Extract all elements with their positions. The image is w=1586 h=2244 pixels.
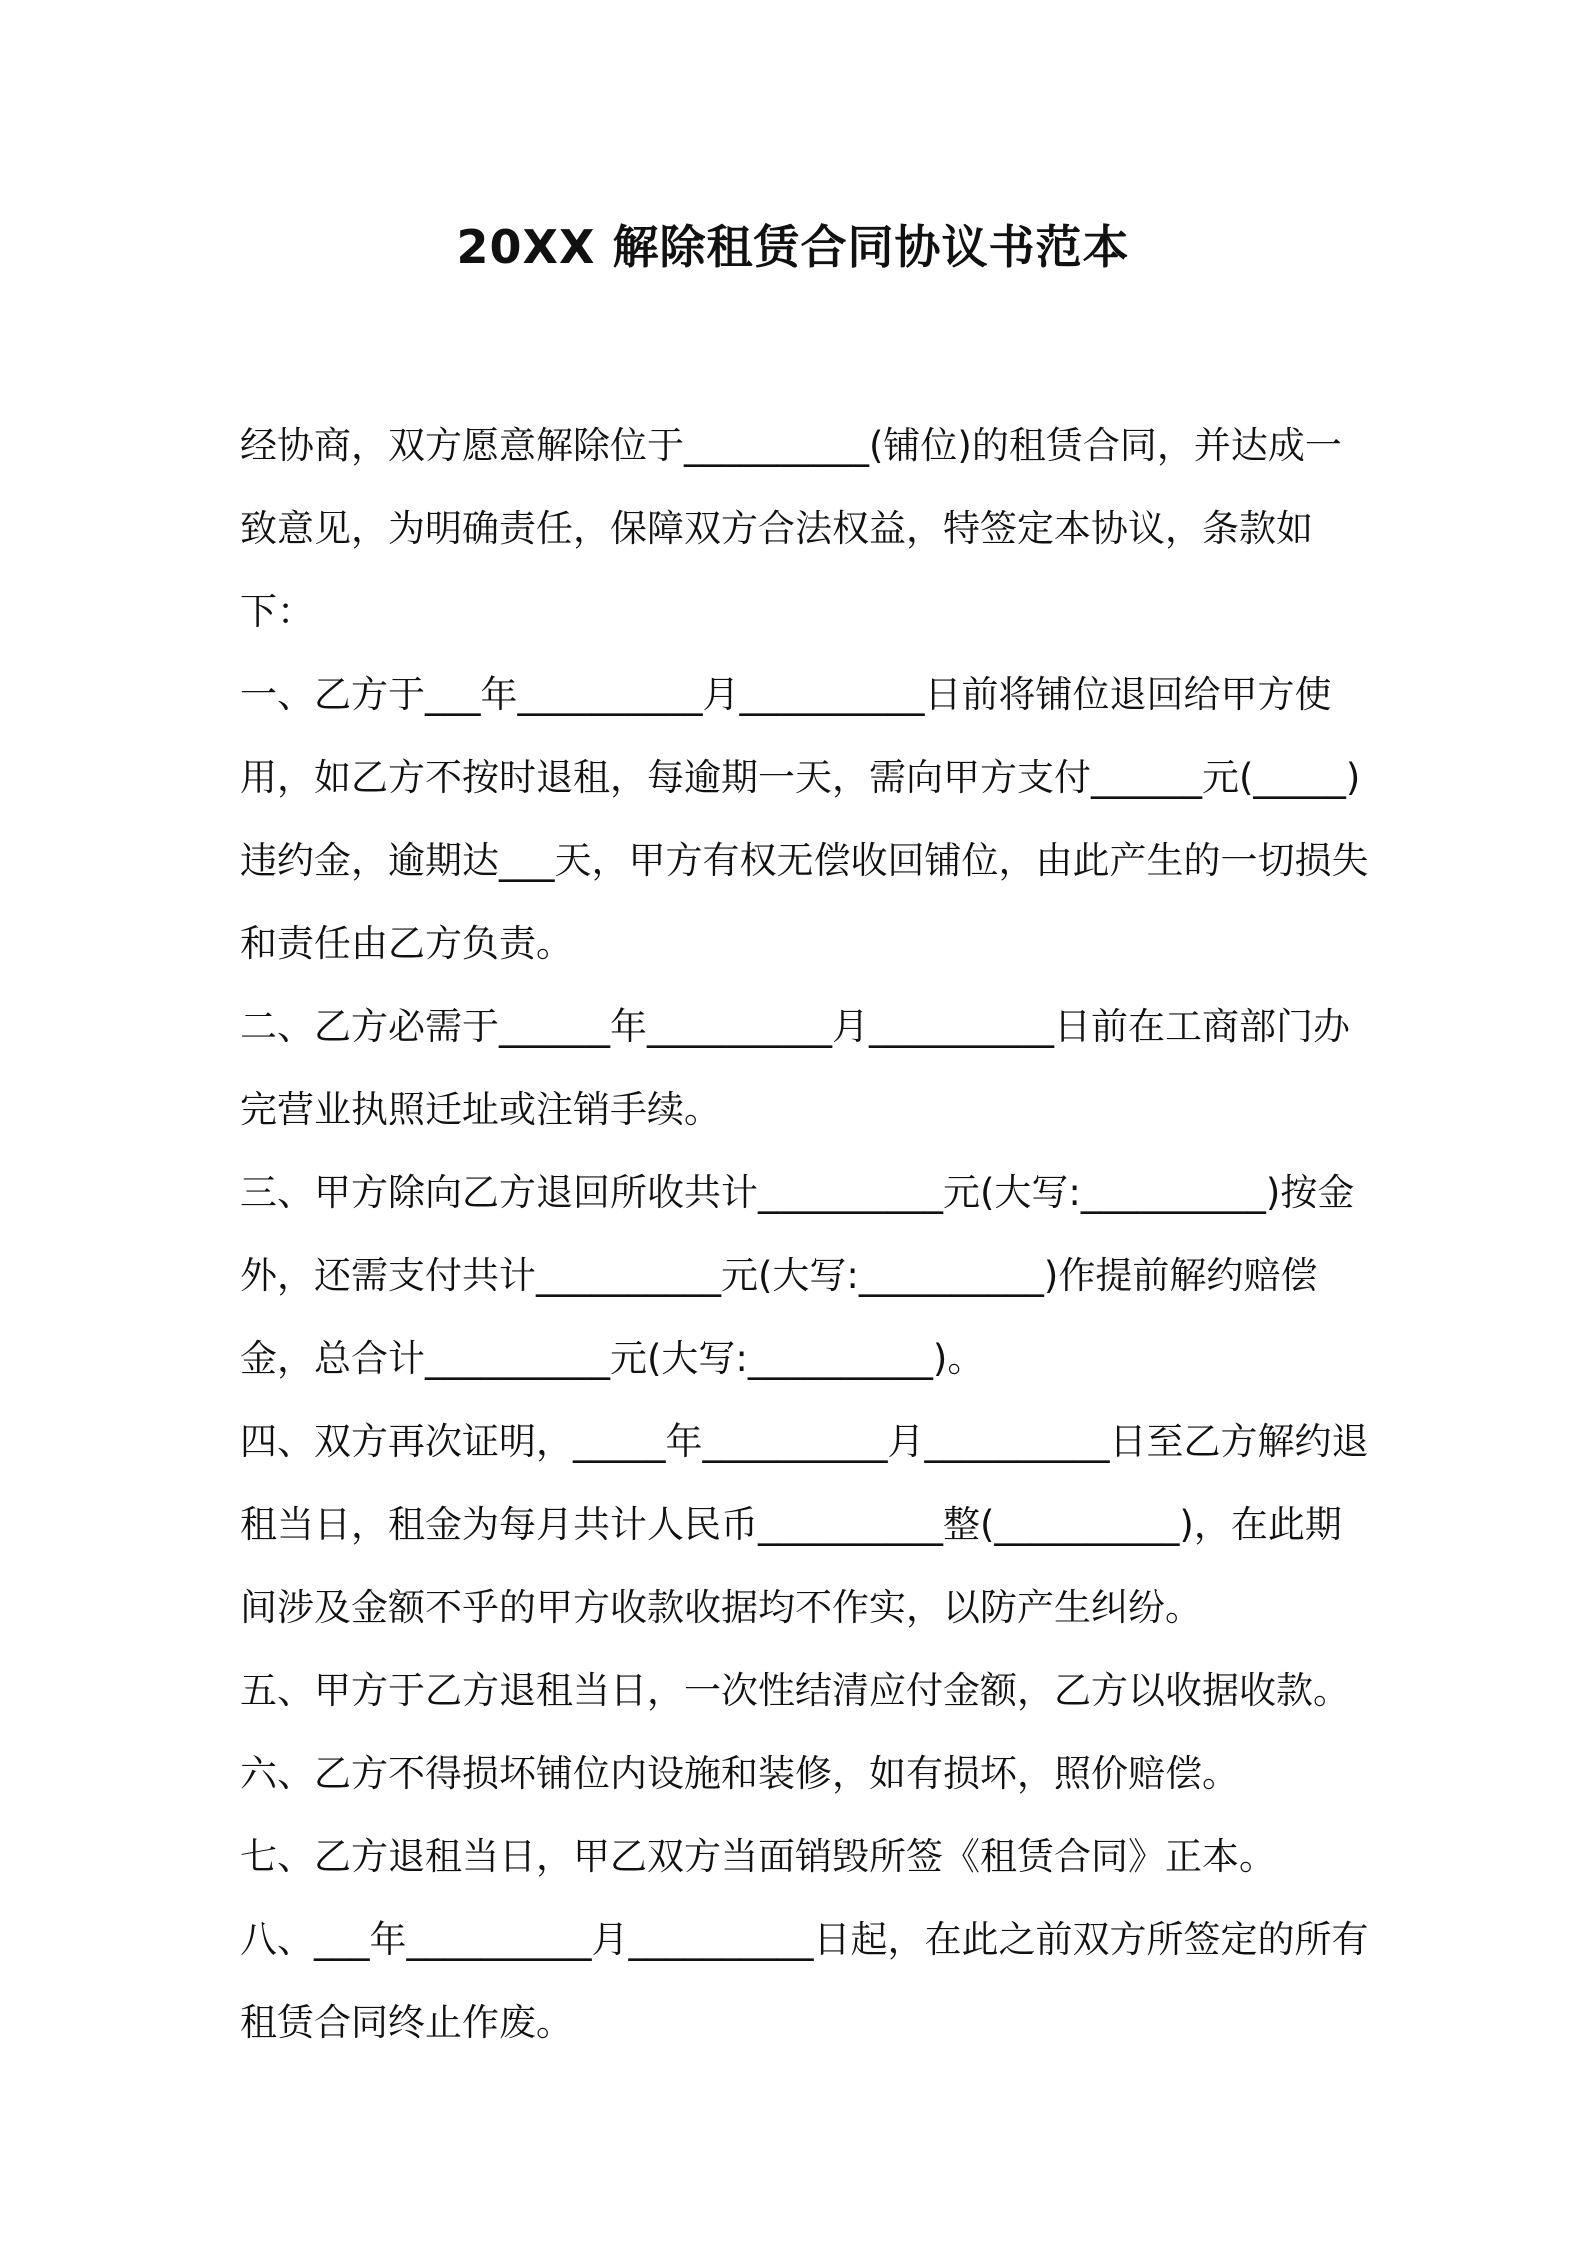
clause-3: 三、甲方除向乙方退回所收共计__________元(大写:__________)按金外，还需支付共计__________元(大写:__________)作提前解约赔偿金，总合计__________元(大写:__________)。 — [240, 1171, 1355, 1380]
clause-5: 五、甲方于乙方退租当日，一次性结清应付金额，乙方以收据收款。 — [240, 1669, 1350, 1712]
clause-6: 六、乙方不得损坏铺位内设施和装修，如有损坏，照价赔偿。 — [240, 1752, 1239, 1795]
clause-1: 一、乙方于___年__________月__________日前将铺位退回给甲方使用，如乙方不按时退租，每逾期一天，需向甲方支付______元(_____)违约金，逾期达___天，甲方有权无偿收回铺位，由此产生的一切损失和责任由乙方负责。 — [240, 673, 1369, 965]
clause-2: 二、乙方必需于______年__________月__________日前在工商部门办完营业执照迁址或注销手续。 — [240, 1005, 1350, 1131]
clause-8: 八、___年__________月__________日起，在此之前双方所签定的所有租赁合同终止作废。 — [240, 1918, 1369, 2044]
document-title: 20XX 解除租赁合同协议书范本 — [456, 220, 1130, 274]
clause-4: 四、双方再次证明，_____年__________月__________日至乙方解约退租当日，租金为每月共计人民币__________整(__________)，在此期间涉及金额不乎的甲方收款收据均不作实，以防产生纠纷。 — [240, 1420, 1369, 1629]
clause-7: 七、乙方退租当日，甲乙双方当面销毁所签《租赁合同》正本。 — [240, 1835, 1276, 1878]
intro-paragraph: 经协商，双方愿意解除位于__________(铺位)的租赁合同，并达成一致意见，为明确责任，保障双方合法权益，特签定本协议，条款如下： — [240, 424, 1342, 633]
document-body — [240, 404, 1370, 2064]
